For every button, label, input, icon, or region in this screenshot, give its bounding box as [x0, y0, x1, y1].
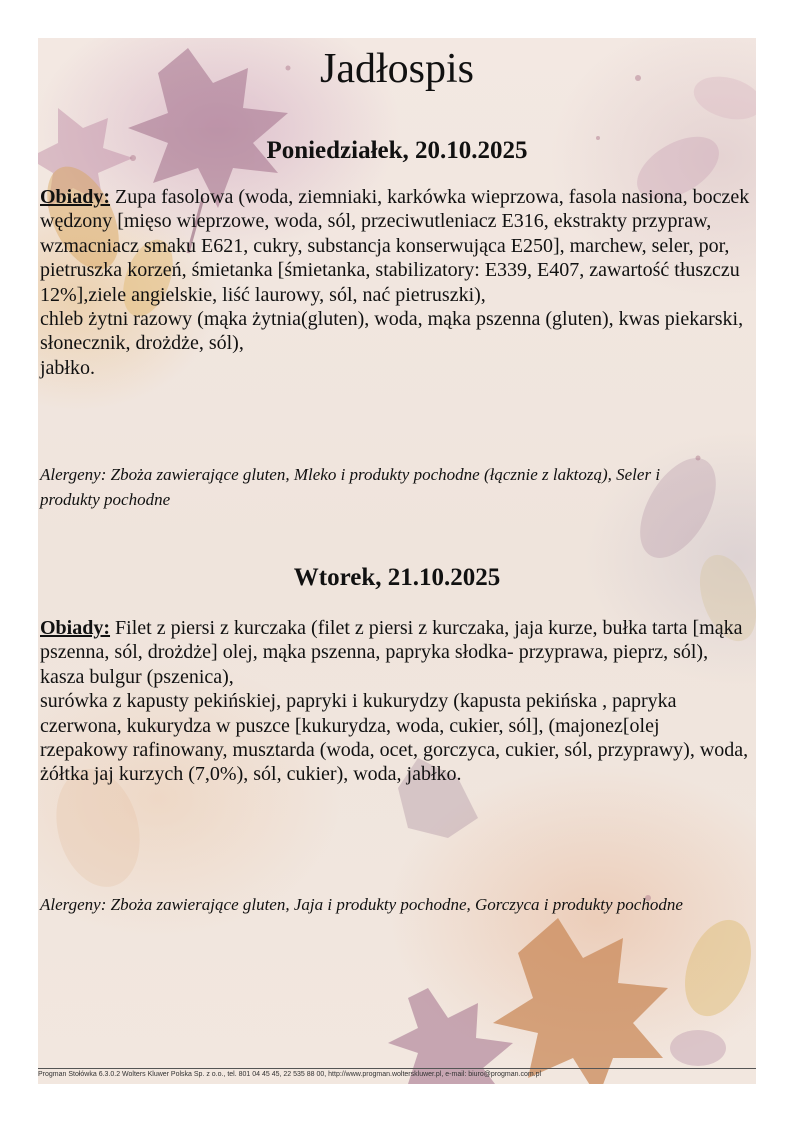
footer-divider [38, 1068, 756, 1069]
allergens-monday: Alergeny: Zboża zawierające gluten, Mleko i produkty pochodne (łącznie z laktozą), Seler i produkty pochodne [40, 465, 661, 509]
menu-page [38, 38, 756, 1084]
meal-text: Zupa fasolowa (woda, ziemniaki, karkówka wieprzowa, fasola nasiona, boczek wędzony [mięso wieprzowe, woda, sól, przeciwutleniacz E316, ekstrakty przypraw, wzmacniacz smaku E621, cukry, substancja konserwująca E250], marchew, seler, por, pietruszka korzeń, śmietanka [śmietanka, stabilizatory: E339, E407, zawartość tłuszczu 12%],ziele angielskie, liść laurowy, sól, nać pietruszki), chleb żytni razowy (mąka żytnia(gluten), woda, mąka pszenna (gluten), kwas piekarski, słonecznik, drożdże, sól), jabłko. [40, 186, 750, 379]
meal-description-monday [40, 185, 752, 380]
meal-label: Obiady: [40, 617, 111, 639]
meal-text: Filet z piersi z kurczaka (filet z piersi z kurczaka, jaja kurze, bułka tarta [mąka pszenna, sól, drożdże] olej, mąka pszenna, papryka słodka- przyprawa, pieprz, sól), kasza bulgur (pszenica), surówka z kapusty pekińskiej, papryki i kukurydzy (kapusta pekińska , papryka czerwona, kukurydza w puszce [kukurydza, woda, cukier, sól], (majonez[olej rzepakowy rafinowany, musztarda (woda, ocet, gorczyca, cukier, sól, przyprawy), woda, żółtka jaj kurzych (7,0%), sól, cukier), woda, jabłko. [40, 617, 749, 786]
meal-label: Obiady: [40, 186, 111, 208]
page-title: Jadłospis [319, 46, 474, 92]
meal-description-tuesday [40, 616, 752, 787]
footer-text: Progman Stołówka 6.3.0.2 Wolters Kluwer Polska Sp. z o.o., tel. 801 04 45 45, 22 535 88 00, http://www.progman.wolterskluwer.pl, e-mail: biuro@progman.com.pl [38, 1071, 542, 1078]
day-heading-tuesday: Wtorek, 21.10.2025 [293, 564, 501, 591]
menu-content [38, 38, 756, 1084]
day-heading-monday: Poniedziałek, 20.10.2025 [266, 137, 528, 164]
allergens-tuesday: Alergeny: Zboża zawierające gluten, Jaja i produkty pochodne, Gorczyca i produkty pochodne [40, 895, 683, 914]
